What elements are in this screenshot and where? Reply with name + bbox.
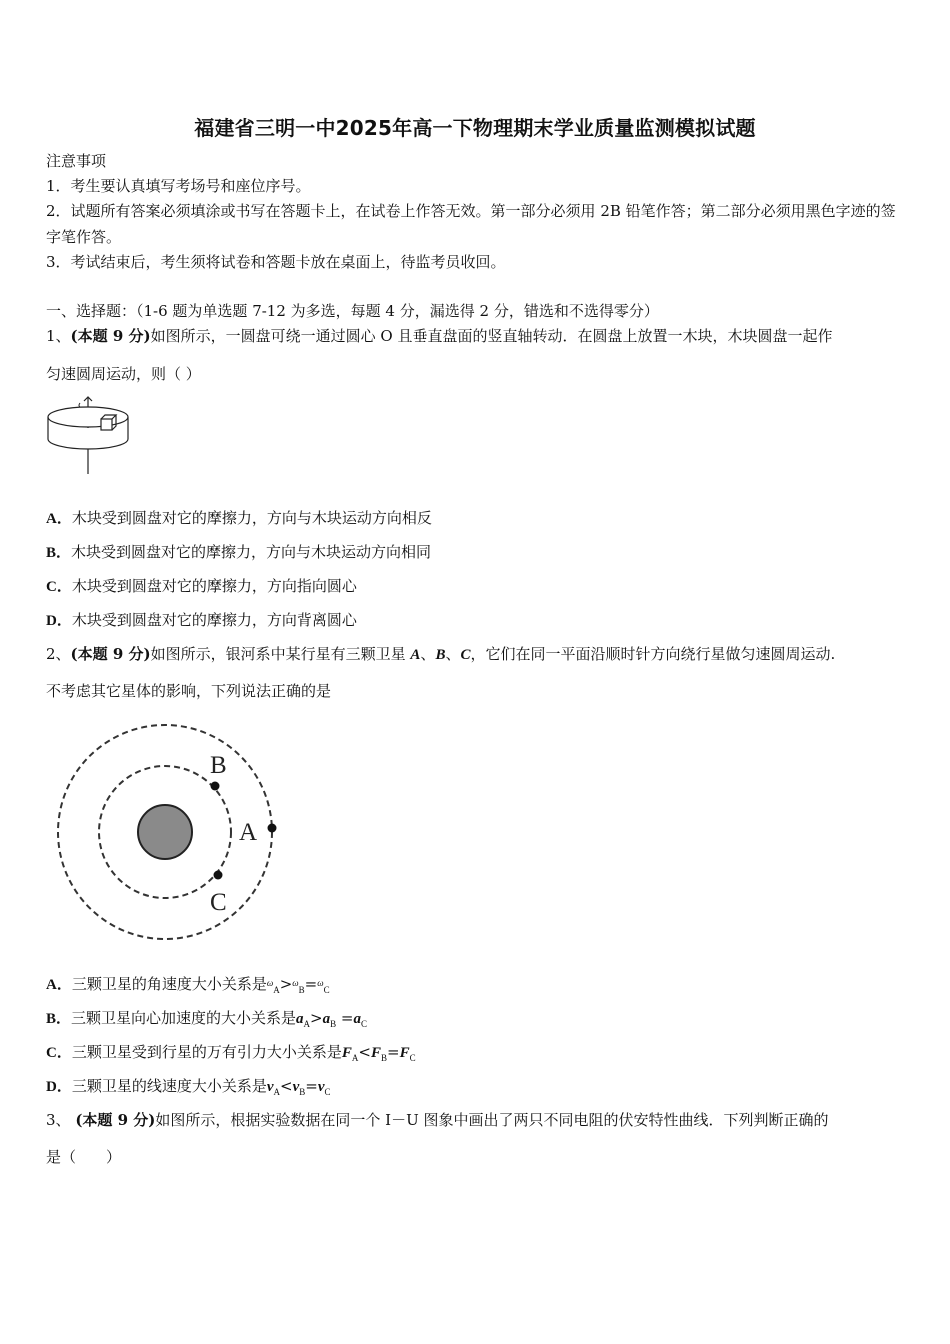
q2-option-c-text: 三颗卫星受到行星的万有引力大小关系是 (71, 1043, 342, 1061)
q2-orbit-figure (50, 718, 280, 946)
q2-option-d[interactable] (46, 1075, 331, 1097)
q2-option-a-text: 三颗卫星的角速度大小关系是 (71, 975, 267, 993)
sub-a: A (351, 1053, 359, 1063)
q1-option-d-text: 木块受到圆盘对它的摩擦力，方向背离圆心 (71, 611, 357, 629)
q2-option-d-text: 三颗卫星的线速度大小关系是 (71, 1077, 267, 1095)
q1-stem-line1 (46, 323, 832, 349)
q2-option-a[interactable] (46, 973, 330, 995)
notes-heading: 注意事项 (46, 152, 107, 170)
planet (138, 805, 192, 859)
op: > (279, 975, 293, 993)
q2-option-a-letter: A． (46, 977, 72, 993)
q1-stem-line2: 匀速圆周运动，则（ ） (46, 365, 201, 383)
satellite-c-dot (214, 871, 223, 880)
q3-tag: (本题 9 分) (75, 1111, 156, 1129)
sub-a: A (303, 1019, 311, 1029)
q2-option-b[interactable] (46, 1007, 367, 1029)
op: < (358, 1043, 371, 1061)
op: < (280, 1077, 293, 1095)
sym: v (266, 1079, 274, 1095)
label-c: C (210, 889, 227, 916)
sub-c: C (323, 985, 330, 995)
q2-sat-b: B (435, 647, 446, 663)
sym: F (341, 1045, 352, 1061)
q2-sat-a: A (410, 647, 421, 663)
q2-option-b-text: 三颗卫星向心加速度的大小关系是 (71, 1009, 297, 1027)
q2-sep2: 、 (445, 645, 461, 663)
q2-tag: (本题 9 分) (70, 645, 151, 663)
omega-symbol: ω (266, 978, 274, 988)
sym: v (317, 1079, 325, 1095)
label-a: A (239, 819, 258, 846)
q2-sat-c: C (460, 647, 471, 663)
sub-c: C (324, 1087, 331, 1097)
q2-number: 2、 (46, 645, 71, 663)
op: = (336, 1009, 354, 1027)
sub-b: B (380, 1053, 387, 1063)
label-b: B (210, 752, 227, 779)
q1-option-c[interactable] (46, 575, 357, 596)
q3-text: 如图所示，根据实验数据在同一个 I－U 图象中画出了两只不同电阻的伏安特性曲线．下列判断正确的 (155, 1111, 829, 1129)
q1-option-a-text: 木块受到圆盘对它的摩擦力，方向与木块运动方向相反 (71, 509, 432, 527)
q1-option-b-letter: B． (46, 545, 72, 561)
q3-stem-line1 (46, 1107, 829, 1133)
q2-option-c[interactable] (46, 1041, 416, 1063)
q2-option-c-letter: C． (46, 1045, 72, 1061)
q2-stem-line2: 不考虑其它星体的影响，下列说法正确的是 (46, 682, 332, 700)
q1-number: 1、 (46, 327, 71, 345)
section-heading: 一、选择题：（1-6 题为单选题 7-12 为多选，每题 4 分，漏选得 2 分，错选和不选得零分） (46, 302, 659, 320)
q2-text-a: 如图所示，银河系中某行星有三颗卫星 (150, 645, 411, 663)
op: = (386, 1043, 400, 1061)
disk-bottom (48, 439, 128, 449)
op: = (305, 1077, 318, 1095)
sym: v (292, 1079, 300, 1095)
notes-item-2: 2．试题所有答案必须填涂或书写在答题卡上，在试卷上作答无效。第一部分必须用 2B 铅笔作答；第二部分必须用黑色字迹的签字笔作答。 (46, 202, 896, 246)
sym: F (399, 1045, 410, 1061)
satellite-b-dot (211, 782, 220, 791)
satellite-a-dot (268, 824, 277, 833)
sub-c: C (360, 1019, 367, 1029)
q2-option-d-letter: D． (46, 1079, 72, 1095)
q3-stem-line2: 是（ ） (46, 1148, 122, 1166)
sub-b: B (298, 985, 305, 995)
q1-option-c-letter: C． (46, 579, 72, 595)
q3-number: 3、 (46, 1111, 71, 1129)
sym: F (370, 1045, 381, 1061)
sub-a: A (273, 985, 280, 995)
q1-option-a[interactable] (46, 507, 432, 528)
q1-option-b-text: 木块受到圆盘对它的摩擦力，方向与木块运动方向相同 (71, 543, 432, 561)
sub-b: B (330, 1019, 337, 1029)
q1-option-d-letter: D． (46, 613, 72, 629)
notes-item-3: 3．考试结束后，考生须将试卷和答题卡放在桌面上，待监考员收回。 (46, 253, 506, 271)
q2-text-b: ，它们在同一平面沿顺时针方向绕行星做匀速圆周运动. (470, 645, 836, 663)
notes-item-1: 1．考生要认真填写考场号和座位序号。 (46, 177, 311, 195)
q2-sep1: 、 (420, 645, 436, 663)
sym: a (322, 1011, 331, 1027)
omega-symbol: ω (317, 978, 324, 988)
page-title: 福建省三明一中2025年高一下物理期末学业质量监测模拟试题 (194, 116, 756, 140)
q1-disk-figure (44, 395, 134, 477)
op: > (310, 1009, 323, 1027)
q1-option-d[interactable] (46, 609, 357, 630)
q1-text: 如图所示，一圆盘可绕一通过圆心 O 且垂直盘面的竖直轴转动．在圆盘上放置一木块，木块圆盘一起作 (150, 327, 833, 345)
q1-option-a-letter: A． (46, 511, 72, 527)
sub-a: A (273, 1087, 281, 1097)
q1-option-b[interactable] (46, 541, 431, 562)
op: = (304, 975, 318, 993)
sub-b: B (299, 1087, 306, 1097)
q1-tag: (本题 9 分) (70, 327, 151, 345)
q1-option-c-text: 木块受到圆盘对它的摩擦力，方向指向圆心 (71, 577, 357, 595)
q2-option-b-letter: B． (46, 1011, 72, 1027)
sub-c: C (409, 1053, 416, 1063)
sym: a (296, 1011, 304, 1027)
sym: a (353, 1011, 361, 1027)
q2-stem-line1 (46, 641, 835, 668)
omega-symbol: ω (292, 978, 299, 988)
